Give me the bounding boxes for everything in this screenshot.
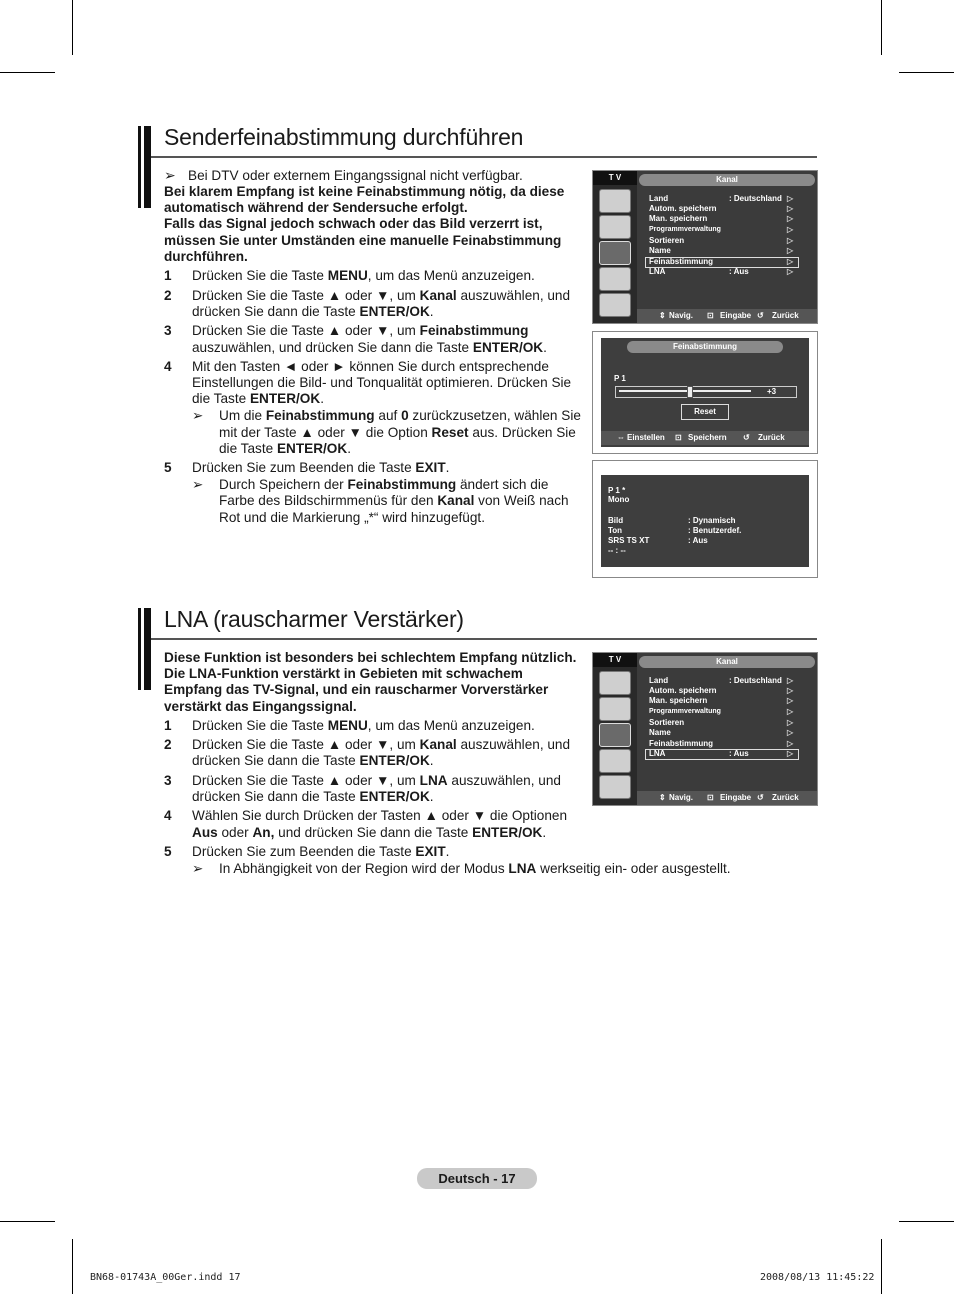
arrow-icon: ➢ [164,167,176,183]
osd-fine-screen [601,338,809,447]
crop-mark [881,1239,882,1294]
crop-mark [0,1221,55,1222]
crop-mark [899,1221,954,1222]
step-number: 4 [164,808,172,823]
input-icon[interactable] [599,775,631,799]
osd-row-value: : Aus [729,267,749,276]
osd-row-label[interactable]: Sortieren [649,718,685,727]
input-icon[interactable] [599,293,631,317]
section-title: Senderfeinabstimmung durchführen [164,124,524,150]
chevron-right-icon: ▷ [787,739,794,748]
step-text: drücken Sie dann die Taste ENTER/OK. [192,304,434,319]
step-number: 1 [164,268,172,283]
osd-row-label[interactable]: Name [649,728,671,737]
return-icon: ↺ [757,793,764,802]
osd-header: Feinabstimmung [627,341,783,353]
section-title: LNA (rauscharmer Verstärker) [164,606,464,632]
step-text: Wählen Sie durch Drücken der Tasten ▲ oder ▼ die Optionen [192,808,568,823]
info-value: : Benutzerdef. [688,526,742,535]
osd-header: Kanal [639,174,815,186]
crop-mark [899,72,954,73]
intro-line: müssen Sie unter Umständen eine manuelle Feinabstimmung [164,233,562,248]
section-rule [151,638,817,640]
slider-track [619,390,751,392]
osd-row-label[interactable]: Sortieren [649,236,685,245]
crop-mark [72,0,73,55]
osd-frame [592,652,818,806]
step-number: 5 [164,460,172,475]
osd-row-label[interactable]: Land [649,676,669,685]
chevron-right-icon: ▷ [787,267,794,276]
osd-row-label[interactable]: LNA [649,267,666,276]
reset-button[interactable]: Reset [681,404,729,420]
return-icon: ↺ [757,311,764,320]
note-text: die Taste ENTER/OK. [219,441,351,456]
osd-frame [592,460,818,578]
enter-icon: ⊡ [675,433,682,442]
channel-icon[interactable] [599,241,631,265]
osd-header: Kanal [639,656,815,668]
intro-line: Empfang das TV-Signal, und ein rauscharmer Vorverstärker [164,682,549,697]
section-marker [138,126,141,208]
channel-icon[interactable] [599,723,631,747]
footer-zurueck: Zurück [758,433,785,442]
info-label: SRS TS XT [608,536,650,545]
step-text: Drücken Sie die Taste ▲ oder ▼, um LNA auszuwählen, und [192,773,561,788]
slug-date: 2008/08/13 11:45:22 [760,1272,875,1283]
step-text: Drücken Sie die Taste ▲ oder ▼, um Feinabstimmung [192,323,529,338]
crop-mark [72,1239,73,1294]
crop-mark [0,72,55,73]
picture-icon[interactable] [599,189,631,213]
footer-zurueck: Zurück [772,793,799,802]
page-number: Deutsch - 17 [417,1168,537,1189]
intro-line: verstärkt das Eingangssignal. [164,699,357,714]
step-number: 2 [164,737,172,752]
sound-icon[interactable] [599,697,631,721]
osd-row-label[interactable]: LNA [649,749,666,758]
osd-row-label[interactable]: Man. speichern [649,696,708,705]
step-text: Mit den Tasten ◄ oder ► können Sie durch entsprechende [192,359,549,374]
chevron-right-icon: ▷ [787,707,794,716]
sound-icon[interactable] [599,215,631,239]
slider-thumb[interactable] [687,386,693,398]
chevron-right-icon: ▷ [787,728,794,737]
step-text: drücken Sie dann die Taste ENTER/OK. [192,789,434,804]
step-number: 3 [164,773,172,788]
chevron-right-icon: ▷ [787,257,794,266]
chevron-right-icon: ▷ [787,236,794,245]
chevron-right-icon: ▷ [787,696,794,705]
intro-line: durchführen. [164,249,248,264]
step-text: Drücken Sie die Taste ▲ oder ▼, um Kanal auszuwählen, und [192,288,571,303]
step-number: 1 [164,718,172,733]
chevron-right-icon: ▷ [787,214,794,223]
chevron-right-icon: ▷ [787,676,794,685]
chevron-right-icon: ▷ [787,718,794,727]
osd-kanal-screen [593,171,817,323]
osd-row-value: : Deutschland [729,194,782,203]
note-text: Rot und die Markierung „*“ wird hinzugefügt. [219,510,485,525]
note-text: Um die Feinabstimmung auf 0 zurückzusetzen, wählen Sie [219,408,581,423]
step-text: Drücken Sie die Taste MENU, um das Menü anzuzeigen. [192,268,535,283]
chevron-right-icon: ▷ [787,749,794,758]
picture-icon[interactable] [599,671,631,695]
osd-tv-label: T V [593,171,637,185]
crop-mark [881,0,882,55]
step-text: Drücken Sie die Taste MENU, um das Menü anzuzeigen. [192,718,535,733]
chevron-right-icon: ▷ [787,686,794,695]
footer-zurueck: Zurück [772,311,799,320]
section-marker [138,608,141,690]
enter-icon: ⊡ [707,793,714,802]
step-number: 2 [164,288,172,303]
footer-navig: Navig. [669,311,694,320]
osd-row-label[interactable]: Land [649,194,669,203]
osd-footer [637,791,817,805]
osd-frame [592,331,818,454]
intro-line: Bei klarem Empfang ist keine Feinabstimmung nötig, da diese [164,184,565,199]
step-number: 4 [164,359,172,374]
osd-row-label[interactable]: Autom. speichern [649,204,717,213]
osd-footer [637,309,817,323]
note-top: ➢ Bei DTV oder externem Eingangssignal nicht verfügbar. [164,167,523,183]
info-time: -- : -- [608,546,626,555]
osd-row-label[interactable]: Feinabstimmung [649,257,714,266]
step-text: Drücken Sie zum Beenden die Taste EXIT. [192,844,450,859]
info-label: Ton [608,526,623,535]
leftright-icon: ⇔ [617,433,625,442]
setup-icon[interactable] [599,267,631,291]
osd-channel: P 1 [614,374,626,383]
step-text: die Taste ENTER/OK. [192,391,324,406]
intro-line: Diese Funktion ist besonders bei schlechtem Empfang nützlich. [164,650,577,665]
info-value: : Aus [688,536,708,545]
section-marker [144,608,151,690]
section-rule [151,156,817,158]
osd-kanal-screen [593,653,817,805]
step-text: Einstellungen die Bild- und Tonqualität optimieren. Drücken Sie [192,375,572,390]
osd-row-label[interactable]: Programmverwaltung [649,226,721,233]
step-number: 3 [164,323,172,338]
note-text: mit der Taste ▲ oder ▼ die Option Reset aus. Drücken Sie [219,425,576,440]
step-text: Aus oder An, und drücken Sie dann die Taste ENTER/OK. [192,825,547,840]
setup-icon[interactable] [599,749,631,773]
footer-eingabe: Eingabe [720,793,752,802]
arrow-icon: ➢ [192,477,204,492]
osd-footer [601,431,809,445]
step-text: drücken Sie dann die Taste ENTER/OK. [192,753,434,768]
osd-row-label[interactable]: Feinabstimmung [649,739,714,748]
footer-speichern: Speichern [688,433,727,442]
intro-line: automatisch während der Sendersuche erfolgt. [164,200,468,215]
updown-icon: ⇕ [659,793,666,802]
step-text: Drücken Sie die Taste ▲ oder ▼, um Kanal auszuwählen, und [192,737,571,752]
updown-icon: ⇕ [659,311,666,320]
osd-frame [592,170,818,324]
footer-navig: Navig. [669,793,694,802]
footer-einstellen: Einstellen [627,433,665,442]
intro-line: Die LNA-Funktion verstärkt in Gebieten mit schwachem [164,666,523,681]
osd-row-label[interactable]: Autom. speichern [649,686,717,695]
osd-row-label[interactable]: Programmverwaltung [649,708,721,715]
enter-icon: ⊡ [707,311,714,320]
osd-row-label[interactable]: Name [649,246,671,255]
chevron-right-icon: ▷ [787,225,794,234]
step-number: 5 [164,844,172,859]
arrow-icon: ➢ [192,861,204,876]
selection-highlight [645,749,799,760]
note-text: Durch Speichern der Feinabstimmung ändert sich die [219,477,549,492]
info-audio: Mono [608,495,630,504]
osd-row-label[interactable]: Man. speichern [649,214,708,223]
return-icon: ↺ [743,433,750,442]
osd-tv-label: T V [593,653,637,667]
step-text: Drücken Sie zum Beenden die Taste EXIT. [192,460,450,475]
footer-eingabe: Eingabe [720,311,752,320]
info-value: : Dynamisch [688,516,736,525]
arrow-icon: ➢ [192,408,204,423]
section-marker [144,126,151,208]
chevron-right-icon: ▷ [787,246,794,255]
intro-line: Falls das Signal jedoch schwach oder das Bild verzerrt ist, [164,216,543,231]
note-text: In Abhängigkeit von der Region wird der Modus LNA werkseitig ein- oder ausgestellt. [219,861,731,876]
osd-row-value: : Aus [729,749,749,758]
step-text: auszuwählen, und drücken Sie dann die Taste ENTER/OK. [192,340,547,355]
slider-value: +3 [767,387,777,396]
info-channel: P 1 * [608,486,626,495]
osd-row-value: : Deutschland [729,676,782,685]
chevron-right-icon: ▷ [787,204,794,213]
osd-info-screen [601,475,809,567]
chevron-right-icon: ▷ [787,194,794,203]
info-label: Bild [608,516,624,525]
slug-file: BN68-01743A_00Ger.indd 17 [90,1272,241,1283]
note-text: Farbe des Bildschirmmenüs für den Kanal von Weiß nach [219,493,569,508]
